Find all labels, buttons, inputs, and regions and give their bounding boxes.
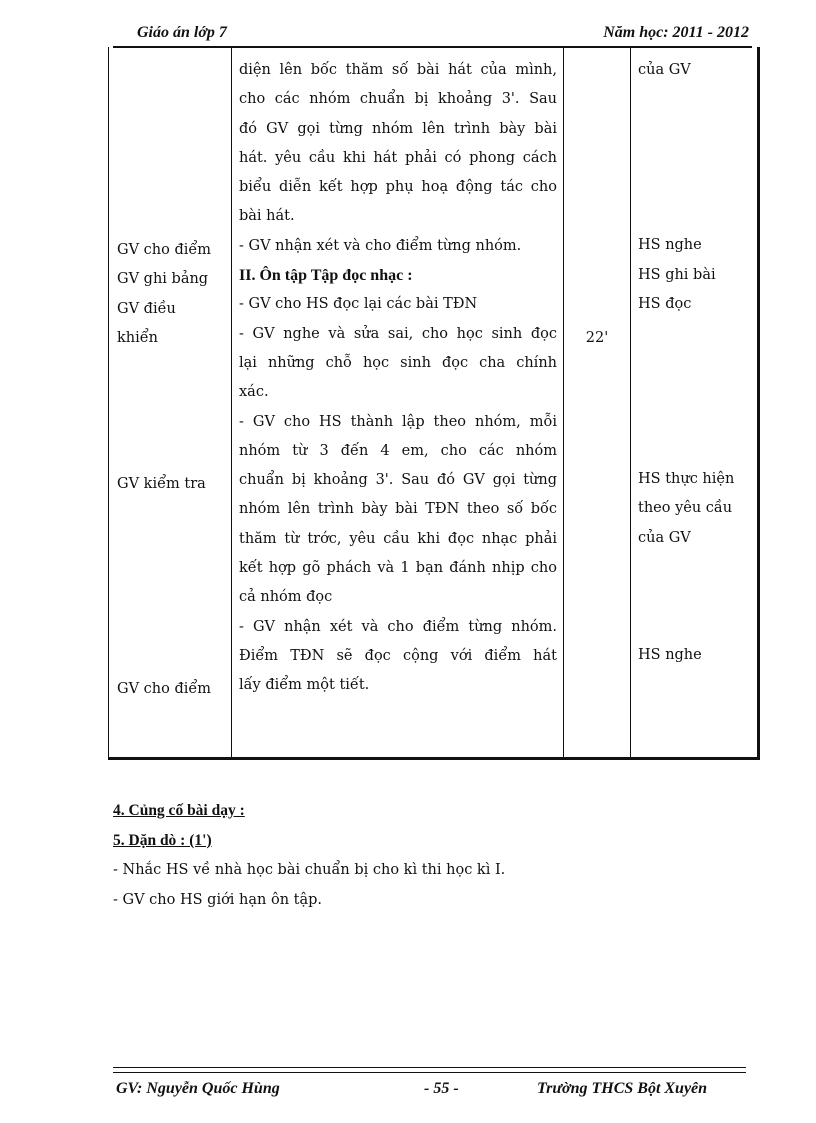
table-row: GV ghi bảng bbox=[117, 271, 209, 288]
content-line: cho các nhóm chuẩn bị khoảng 3'. Sau bbox=[239, 91, 557, 108]
table-row: GV kiểm tra bbox=[117, 476, 206, 493]
page-header bbox=[113, 22, 751, 44]
footer-teacher: GV: Nguyễn Quốc Hùng bbox=[116, 1080, 280, 1097]
footer-school: Trường THCS Bột Xuyên bbox=[537, 1080, 708, 1097]
lesson-table bbox=[108, 47, 760, 760]
footer-rule bbox=[113, 1072, 746, 1073]
table-row: khiển bbox=[117, 329, 159, 346]
content-line: kết hợp gõ phách và 1 bạn đánh nhịp cho bbox=[239, 560, 557, 577]
content-line: cả nhóm đọc bbox=[239, 589, 333, 606]
section-5-heading: 5. Dặn dò : (1') bbox=[113, 832, 212, 849]
footer-rule bbox=[113, 1067, 746, 1068]
teacher-activity-column bbox=[117, 236, 233, 705]
content-line: hát. yêu cầu khi hát phải có phong cách bbox=[239, 149, 557, 166]
header-course: Giáo án lớp 7 bbox=[137, 24, 227, 41]
content-line: lấy điểm một tiết. bbox=[239, 677, 370, 694]
column-divider bbox=[630, 47, 631, 757]
content-line: diện lên bốc thăm số bài hát của mình, bbox=[239, 62, 557, 78]
table-row: theo yêu cầu bbox=[638, 500, 733, 517]
table-row: GV cho điểm bbox=[117, 242, 212, 258]
content-line: - GV nhận xét và cho điểm từng nhóm. bbox=[239, 237, 522, 254]
table-row: của GV bbox=[638, 529, 691, 546]
time-column: 22' bbox=[585, 330, 609, 346]
content-line: - GV cho HS thành lập theo nhóm, mỗi bbox=[239, 413, 557, 430]
content-line: - GV cho HS đọc lại các bài TĐN bbox=[239, 296, 478, 313]
content-line: - GV nghe và sửa sai, cho học sinh đọc bbox=[239, 325, 557, 342]
footer-page-number: - 55 - bbox=[424, 1080, 459, 1097]
instruction-line: - Nhắc HS về nhà học bài chuẩn bị cho kì thi học kì I. bbox=[113, 862, 506, 878]
header-school-year: Năm học: 2011 - 2012 bbox=[603, 24, 749, 41]
content-line: chuẩn bị khoảng 3'. Sau đó GV gọi từng bbox=[239, 472, 557, 489]
content-line: - GV nhận xét và cho điểm từng nhóm. bbox=[239, 618, 557, 635]
content-line: thăm từ trớc, yêu cầu khi đọc nhạc phải bbox=[239, 530, 557, 547]
content-line: Điểm TĐN sẽ đọc cộng với điểm hát bbox=[239, 647, 557, 664]
table-row: HS nghe bbox=[638, 237, 702, 254]
content-line: biểu diễn kết hợp phụ hoạ động tác cho bbox=[239, 179, 557, 196]
table-row: HS thực hiện bbox=[638, 471, 735, 488]
student-activity-column bbox=[638, 56, 750, 670]
content-line: xác. bbox=[239, 384, 269, 401]
content-line: đó GV gọi từng nhóm lên trình bày bài bbox=[239, 120, 557, 137]
table-row: của GV bbox=[638, 62, 691, 78]
content-column bbox=[239, 56, 557, 701]
table-row: GV cho điểm bbox=[117, 681, 212, 698]
table-row: HS nghe bbox=[638, 647, 702, 664]
table-row: GV điều bbox=[117, 300, 176, 317]
content-line: nhóm từ 3 đến 4 em, cho các nhóm bbox=[239, 442, 557, 459]
table-row: HS đọc bbox=[638, 295, 692, 312]
section-4-heading: 4. Củng cố bài dạy : bbox=[113, 802, 245, 819]
column-divider bbox=[563, 47, 564, 757]
table-row: HS ghi bài bbox=[638, 266, 716, 283]
content-line: bài hát. bbox=[239, 208, 295, 225]
instruction-line: - GV cho HS giới hạn ôn tập. bbox=[113, 892, 323, 908]
content-line: nhóm lên trình bày bài TĐN theo số bốc bbox=[239, 501, 557, 518]
section-heading: II. Ôn tập Tập đọc nhạc : bbox=[239, 267, 413, 285]
content-line: lại những chỗ học sinh đọc cha chính bbox=[239, 354, 557, 371]
